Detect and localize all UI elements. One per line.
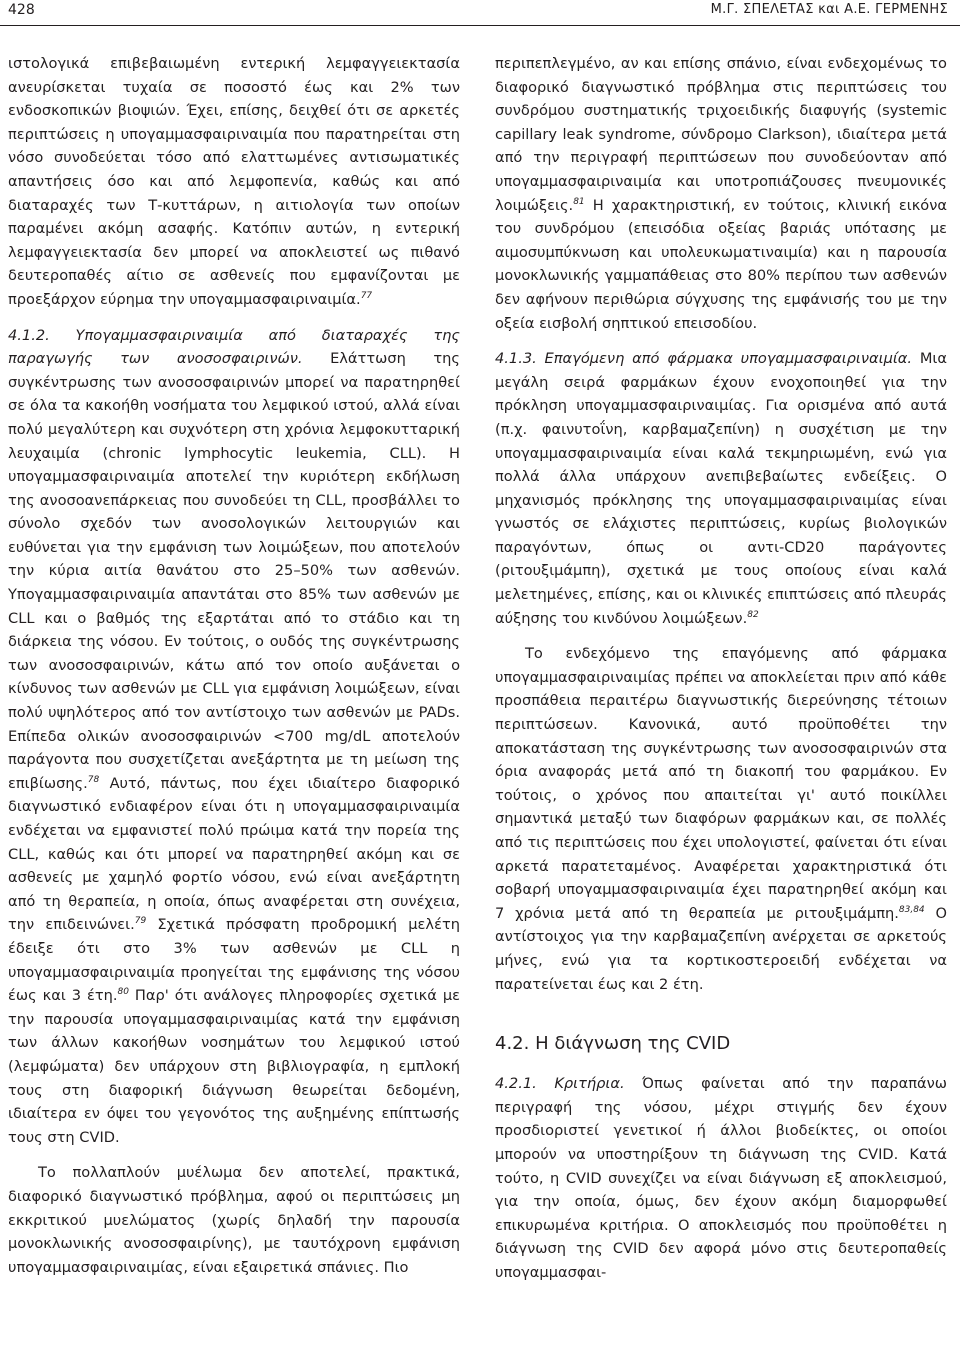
paragraph-production-disorders — [8, 324, 460, 1150]
reference-marker: 82 — [747, 609, 759, 620]
paragraph-text: Σχετικά πρόσφατη προδρομική μελέτη έδειξε ότι στο 3% των ασθενών με CLL η υπογαμμασφαιριναιμία προηγείται της εμφάνισης της νόσου έως και 3 έτη. — [8, 916, 460, 1005]
paragraph-text: Η χαρακτηριστική, εν τούτοις, κλινική εικόνα του συνδρόμου (επεισόδια οξείας βαριάς υπότασης με αιμοσυμπύκνωση και υπολευκωματιναιμία) και η παρουσία μονοκλωνικής γαμμαπάθειας στο 80% περίπου των ασθενών δεν αφήνουν περιθώρια σύγχυσης της εμφάνισής του με την οξεία εισβολή σηπτικού επεισοδίου. — [495, 196, 947, 332]
reference-marker: 81 — [573, 196, 585, 207]
paragraph-text: Μια μεγάλη σειρά φαρμάκων έχουν ενοχοποιηθεί για την πρόκληση υπογαμμασφαιριναιμίας. Για ορισμένα από αυτά (π.χ. φαινυτοΐνη, καρβαμαζεπίνη) η συσχέτιση με την υπογαμμασφαιριναιμία είναι καλά τεκμηριωμένη, ενώ για πολλά άλλα υπάρχουν ανεπιβεβαίωτες ενδείξεις. Ο μηχανισμός πρόκλησης της υπογαμμασφαιριναιμίας είναι γνωστός σε ελάχιστες περιπτώσεις, κυρίως βιολογικών παραγόντων, όπως οι αντι-CD20 παράγοντες (ριτουξιμάμπη), σχετικά με τους οποίους είναι καλά μελετημένες, επίσης, και οι κλινικές επιπτώσεις από πλευράς αύξησης του κινδύνου λοιμώξεων. — [495, 350, 947, 627]
paragraph-lymphangiectasia — [8, 52, 460, 312]
left-column — [8, 52, 460, 1279]
paragraph-text: Όπως φαίνεται από την παραπάνω περιγραφή της νόσου, μέχρι στιγμής δεν έχουν προσδιοριστεί γενετικοί ή άλλοι βιοδείκτες, οι οποίοι μπορούν να υποστηρίξουν τη διάγνωση της CVID. Κατά τούτο, η CVID συνεχίζει να είναι διάγνωση εξ αποκλεισμού, για την οποία, όμως, δεν έχουν ακόμη διαμορφωθεί επικυρωμένα κριτήρια. Ο αποκλεισμός που προϋποθέτει η διάγνωση της CVID δεν αφορά μόνο στις δευτεροπαθείς υπογαμμασφαι- — [495, 1075, 947, 1281]
paragraph-text: Το πολλαπλούν μυέλωμα δεν αποτελεί, πρακτικά, διαφορικό διαγνωστικό πρόβλημα, αφού οι περιπτώσεις μη εκκριτικού μυελώματος (χωρίς δηλαδή την παρουσία μονοκλωνικής ανοσοσφαιρίνης), με ταυτόχρονη εμφάνιση υπογαμμασφαιριναιμίας, είναι εξαιρετικά σπάνιες. Πιο — [8, 1164, 460, 1276]
header-rule — [0, 25, 960, 26]
reference-marker: 77 — [360, 290, 373, 301]
paragraph-text: Ελάττωση της συγκέντρωσης των ανοσοσφαιρινών μπορεί να παρατηρηθεί σε όλα τα κακοήθη νοσήματα του λεμφικού ιστού, αλλά είναι πολύ μεγαλύτερη και συχνότερη στη χρόνια λεμφοκυτταρική λευχαιμία (chronic lymphocytic leukemia, CLL). Η υπογαμμασφαιριναιμία αποτελεί την κυριότερη εκδήλωση της ανοσοανεπάρκειας που συνοδεύει τη CLL, προσβάλλει το σύνολο σχεδόν των ανοσολογικών λειτουργιών και ευθύνεται για την εμφάνιση των λοιμώξεων, που αποτελούν την κύρια αιτία θανάτου στο 25–50% των ασθενών. Υπογαμμασφαιριναιμία απαντάται στο 85% των ασθενών με CLL και ο βαθμός της εξαρτάται από το στάδιο και τη διάρκεια της νόσου. Εν τούτοις, ο ουδός της συγκέντρωσης των ανοσοσφαιρινών, κάτω από τον οποίο αυξάνεται ο κίνδυνος των ασθενών με CLL για εμφάνιση λοιμώξεων, είναι πολύ υψηλότερος από τον αντίστοιχο των ασθενών με PADs. Επίπεδα ολικών ανοσοσφαιρινών <700 mg/dL αποτελούν παράγοντα που συσχετίζεται ανεξάρτητα με τη μείωση της επιβίωσης. — [8, 350, 460, 792]
paragraph-text: Αυτό, πάντως, που έχει ιδιαίτερο διαφορικό διαγνωστικό ενδιαφέρον είναι ότι η υπογαμμασφαιριναιμία ενδέχεται να εμφανιστεί πολύ πρώιμα κατά την πορεία της CLL, καθώς και ότι μπορεί να παρατηρηθεί ακόμη και σε ασθενείς με χαμηλό φορτίο νόσου, ενώ είναι ανεξάρτητη από τη θεραπεία, η οποία, όπως αναφέρεται στη συνέχεια, την επιδεινώνει. — [8, 774, 460, 934]
subsection-heading: 4.2.1. Κριτήρια. — [495, 1075, 625, 1093]
subsection-heading: 4.1.3. Επαγόμενη από φάρμακα υπογαμμασφαιριναιμία. — [495, 350, 913, 368]
reference-marker: 83,84 — [898, 904, 925, 915]
subsection-heading: 4.1.2. Υπογαμμασφαιριναιμία από διαταραχές της παραγωγής των ανοσοσφαιρινών. — [8, 326, 460, 368]
paragraph-text: Το ενδεχόμενο της επαγόμενης από φάρμακα υπογαμμασφαιριναιμίας πρέπει να αποκλείεται πριν από κάθε προσπάθεια περαιτέρω διαγνωστικής διερεύνησης τέτοιων περιπτώσεων. Κανονικά, αυτό προϋποθέτει την αποκατάσταση της συγκέντρωσης των ανοσοσφαιρινών στα όρια αναφοράς μετά από τη διακοπή του φαρμάκου. Εν τούτοις, ο χρόνος που απαιτείται γι' αυτό ποικίλλει σημαντικά μεταξύ των διαφόρων φαρμάκων και, σε πολλές από τις περιπτώσεις που έχει υπολογιστεί, φαίνεται ότι είναι αρκετά παρατεταμένος. Αναφέρεται χαρακτηριστικά ότι σοβαρή υπογαμμασφαιριναιμία έχει παρατηρηθεί ακόμη και 7 χρόνια μετά από τη θεραπεία με ριτουξιμάμπη. — [495, 645, 947, 922]
page-number: 428 — [8, 2, 35, 18]
paragraph-drug-exclusion — [495, 642, 947, 996]
paragraph-clarkson — [495, 52, 947, 335]
right-column — [495, 52, 947, 1285]
paragraph-drug-induced — [495, 347, 947, 630]
paragraph-criteria — [495, 1072, 947, 1284]
paragraph-myeloma — [8, 1161, 460, 1279]
reference-marker: 78 — [87, 774, 100, 785]
section-heading-cvid-diagnosis: 4.2. Η διάγνωση της CVID — [495, 1033, 731, 1055]
paragraph-text: Παρ' ότι ανάλογες πληροφορίες σχετικά με την παρουσία υπογαμμασφαιριναιμίας κατά την εμφάνιση των άλλων κακοήθων νοσημάτων του λεμφικού ιστού (λεμφώματα) δεν υπάρχουν στη βιβλιογραφία, η εμπλοκή τους στη διαφορική διάγνωση θεωρείται δεδομένη, ιδιαίτερα εν όψει του γεγονότος της αυξημένης επίπτωσής τους στη CVID. — [8, 987, 460, 1146]
paragraph-text: περιπεπλεγμένο, αν και επίσης σπάνιο, είναι ενδεχομένως το διαφορικό διαγνωστικό πρόβλημα στις περιπτώσεις του συνδρόμου συστηματικής τριχοειδικής διαφυγής (systemic capillary leak syndrome, σύνδρομο Clarkson), ιδιαίτερα μετά από την περιγραφή περιπτώσεων που συνοδεύονταν από υπογαμμασφαιριναιμία και υποτροπιάζουσες πνευμονικές λοιμώξεις. — [495, 55, 947, 214]
page-header — [0, 0, 960, 28]
paragraph-text: Ο αντίστοιχος για την καρβαμαζεπίνη ανέρχεται σε αρκετούς μήνες, ενώ για τα κορτικοστεροειδή ενδέχεται να παρατείνεται έως και 2 έτη. — [495, 904, 947, 993]
running-head-authors: Μ.Γ. ΣΠΕΛΕΤΑΣ και Α.Ε. ΓΕΡΜΕΝΗΣ — [710, 2, 948, 17]
reference-marker: 79 — [134, 916, 147, 927]
paragraph-text: ιστολογικά επιβεβαιωμένη εντερική λεμφαγγειεκτασία ανευρίσκεται τυχαία σε ποσοστό έως και 2% των ενδοσκοπικών βιοψιών. Έχει, επίσης, δειχθεί ότι σε αρκετές περιπτώσεις η υπογαμμασφαιριναιμία που παρατηρείται στη νόσο συνοδεύεται τόσο από ελαττωμένες αντισωματικές απαντήσεις όσο και από λεμφοπενία, καθώς και από διαταραχές των Τ-κυττάρων, η αιτιολογία των οποίων παραμένει ακόμη ασαφής. Κατόπιν αυτών, η εντερική λεμφαγγειεκτασία δεν μπορεί να αποκλειστεί ως πιθανό δευτεροπαθές αίτιο σε ασθενείς που εμφανίζονται με προεξάρχον εύρημα την υπογαμμασφαιριναιμία. — [8, 55, 460, 308]
reference-marker: 80 — [117, 987, 129, 998]
